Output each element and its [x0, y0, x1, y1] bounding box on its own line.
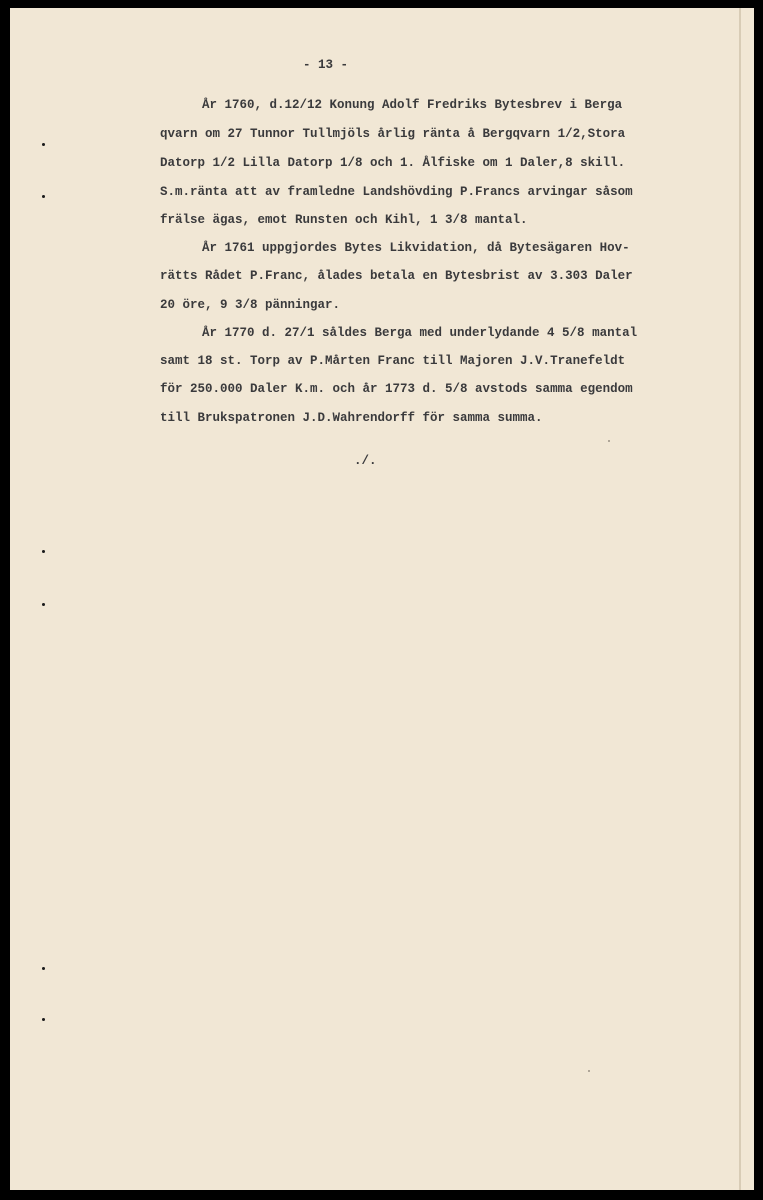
- margin-mark: [42, 967, 45, 970]
- margin-mark: [42, 1018, 45, 1021]
- closing-mark: ./.: [354, 454, 377, 468]
- paragraph-1-line-3: Datorp 1/2 Lilla Datorp 1/8 och 1. Ålfiske om 1 Daler,8 skill.: [160, 156, 626, 170]
- paragraph-2-line-1: År 1761 uppgjordes Bytes Likvidation, då Bytesägaren Hov-: [202, 241, 630, 255]
- paragraph-3-line-4: till Brukspatronen J.D.Wahrendorff för samma summa.: [160, 411, 543, 425]
- paragraph-3-line-1: År 1770 d. 27/1 såldes Berga med underlydande 4 5/8 mantal: [202, 326, 638, 340]
- paragraph-3-line-3: för 250.000 Daler K.m. och år 1773 d. 5/8 avstods samma egendom: [160, 382, 633, 396]
- margin-mark: [42, 195, 45, 198]
- paragraph-1-line-5: frälse ägas, emot Runsten och Kihl, 1 3/8 mantal.: [160, 213, 528, 227]
- paragraph-1-line-2: qvarn om 27 Tunnor Tullmjöls årlig ränta å Bergqvarn 1/2,Stora: [160, 127, 626, 141]
- paper-speck: [588, 1070, 590, 1072]
- paper-speck: [608, 440, 610, 442]
- paragraph-1-line-1: År 1760, d.12/12 Konung Adolf Fredriks Bytesbrev i Berga: [202, 98, 623, 112]
- paragraph-2-line-2: rätts Rådet P.Franc, ålades betala en Bytesbrist av 3.303 Daler: [160, 269, 633, 283]
- page-number: - 13 -: [302, 58, 348, 72]
- paragraph-2-line-3: 20 öre, 9 3/8 pänningar.: [160, 298, 341, 312]
- margin-mark: [42, 603, 45, 606]
- paragraph-3-line-2: samt 18 st. Torp av P.Mårten Franc till Majoren J.V.Tranefeldt: [160, 354, 626, 368]
- margin-mark: [42, 550, 45, 553]
- margin-mark: [42, 143, 45, 146]
- paragraph-1-line-4: S.m.ränta att av framledne Landshövding P.Francs arvingar såsom: [160, 185, 633, 199]
